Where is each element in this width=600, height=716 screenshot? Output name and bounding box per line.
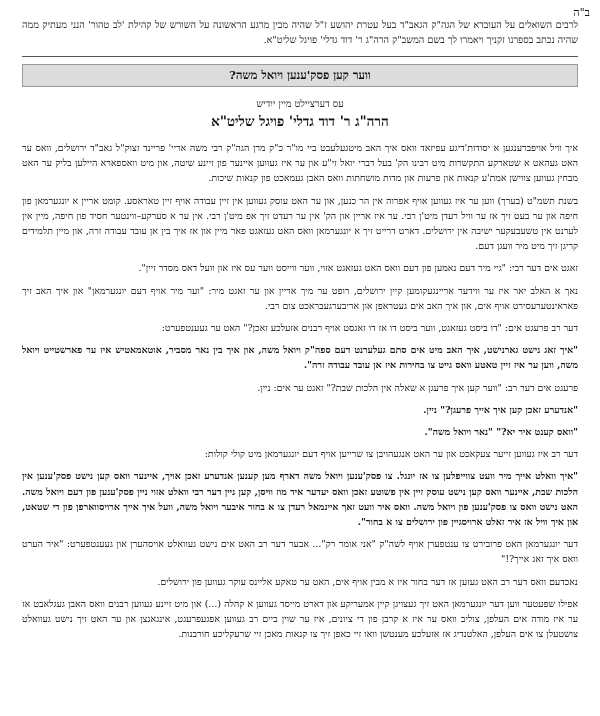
body-paragraph: "וואס קענט איר יא?" "נאר ויואל משה". [424, 427, 578, 439]
body-paragraph: נאך א האלב יאר איז ער ווידער אריינגעקומען קיין ירושלים, רופט ער מיך אריין און ער זאגט מיר: "וער מיר אויף דעם יונגערמאן" און איך האב זיך פאראינטערעסירט אויף אים, און איך האב אים געטראפן און אריבערגעבראכט צום רבי. [22, 285, 578, 312]
body-paragraph: אפילו שפעטער ווען דער יונגערמאן האט זיך געצויגן קיין אמעריקע און דארט מייסד געווען א קהלה (...) און מיט זיינע געווען רבנים וואס האבן געגלאבט אז ער איז מודה אים העלפן, צוליב וואס ער איז א קרבן פון די ציונים, איז ער שוין ביים רב געווען אפגעפרעגט, אינגאנצן און ער האט זיך נישט געוואלט צושטעלן צו אים העלפן, האלטנדיג אז אזעלכע מענטשן וואו זיי כאפן זיך צו קנאות מאכן זיי שרעקליכע חורבנות. [22, 598, 578, 641]
intro-paragraph: לרבים השואלים על העובדא של הגה"ק הגאב"ד בעל עטרת יהושע ז"ל שהיה מבין מרגע הראשונה על השורש של קהילת 'לב טהור' הנני מעתיק ממה שהיה נכתב בספרנו זקניך ויאמרו לך בשם המשב"ק הרה"ג ר' דוד גדלי' פויגל שליט"א. [22, 20, 578, 46]
page-number: ב"ה [573, 6, 590, 19]
body-paragraph: "איך וואלט אייך מיר וועט צווייפלען צו אז יונגל. צו פסק'ענען ויואל משה דארף מען קענען אנדערע זאכן אויך, איינער וואס קען נישט פסק'ענען אין הלכות שבת, איינער וואס קען נישט עוסק זיין אין פשוטע זאכן וואס יעדער איד מוז וויסן, קען ניין דער רבי וואלט אזוי ניין פסק'ענען פון דעם ויואל משה. האט נישט וואס צו פסק'ענען פון ויואל משה. וואס איר וועט זאך איינמאל רעדן צו א בחור איבער ויואל משה, וועל איך אייך ארויסווארפן פון די שטאט, און איך וויל אז איר זאלט ארויסגיין פון ירושלים צו א בחור". [22, 471, 578, 529]
body-paragraph: "אנדערע זאכן קען איך אייך פרעגן?" ניין. [423, 404, 578, 416]
author-name: הרה"ג ר' דוד גדלי' פויגל שליט"א [211, 114, 389, 130]
body-paragraph: פרעגט אים דער רב: "ווער קען איך פרעגן א שאלה אין הלכות שבת?" זאגט ער אים: ניין. [257, 382, 578, 394]
body-paragraph: דער יונגערמאן האט פרובירט צו ענטפערן אויף לשה"ק "אני אומר רק"... אבער דער רב האט אים נישט געוואלט אויסהערן און געענטפערט: "איר הערט וואס איך זאג אייך?!" [22, 539, 578, 566]
article-body [22, 141, 578, 642]
body-paragraph: זאגט אים דער רבי: "גיי מיר דעם נאמען פון דעם וואס האט געזאגט אזוי, ווער ווייסט ווער עס איז און וועל דאס מסדר זיין". [138, 263, 578, 275]
body-paragraph: נאכדעם וואס דער רב האט געזען אז דער בחור איז א מבין אויף אים, האט ער טאקע אליינס עוקר געווען פון ירושלים. [157, 576, 578, 588]
byline: עס דערציילט מיין ייִדיש [256, 99, 344, 110]
body-paragraph: "איך זאג נישט גארנישט, איך האב מיט אים סתם געלערנט דעם ספה"ק ויואל משה, און איך בין נאר מסביר, אוטאמאטיש איז ער פארשטייט ויואל משה, ווען ער איז זיין טאטע וואס גייט צו בחירות איז אן עובד עבודה זרה". [22, 345, 578, 372]
body-paragraph: דער רב פרעגט אים: "דו ביסט געזאגט, ווער ביסט דו אז דו זאגסט אויף רבנים אזעלכע זאכן?" האט ער געענטפערט: [161, 323, 578, 335]
body-paragraph: איך וויל אויפברענגען א יסודות'דיגע עפיזאד וואס איך האב מיטגעלעבט ביי מו"ר כ"ק מרן הגה"ק רבי משה אריי' פריינד זצוק"ל גאב"ד ירושלים, וואס ער האט געהאט א שטארקע התקשרות מיט רבינו הק' בעל דברי יואל זי"ע און ער איז געווען איינער פון זיינע שיטה, און מיט וואספארא היילען בליק ער האט מבחין געווען צווישן אמת'ע קנאות און פרעות און מדות מושחתות וואס האבן געמאכט פון קנאות שיכות. [22, 143, 578, 185]
body-paragraph: דער רב איז געווען זייער צעקאכט און ער האט אנגעהויבן צו שרייען אויף דעם יונגערמאן מיט קולי קולות: [204, 449, 578, 461]
divider [22, 56, 578, 57]
body-paragraph: בשנת תשמ"ט (בערך) ווען ער איז געווען אויף אפרוה אין הר כנען, און ער האט עוסק געווען אין זיין עבודה אויף זיין טאראסע. קומט אריין א יונגערמאן פון חיפה און ער בעט זיך אז ער וויל רעדן מיט'ן רבי. ער איז אריין און הק' אין ער רעדט זיך אפ מיט'ן רבי. אין ער א סערקע–ווינטער חסיד פון חיפה, מיין אין לערנט אין טשעבעקער ישיבה אין ירושלים. דארט דרייט זיך א יונגערמאן וואס האט געזאגט פאר מיין און אז איך בין אן עובד עבודה זרה, און מיין תלמידים קריגן זיך מיט מיר וועגן דעם. [22, 195, 578, 253]
title-banner: ווער קען פסק'ענען ויואל משה? [22, 64, 578, 87]
